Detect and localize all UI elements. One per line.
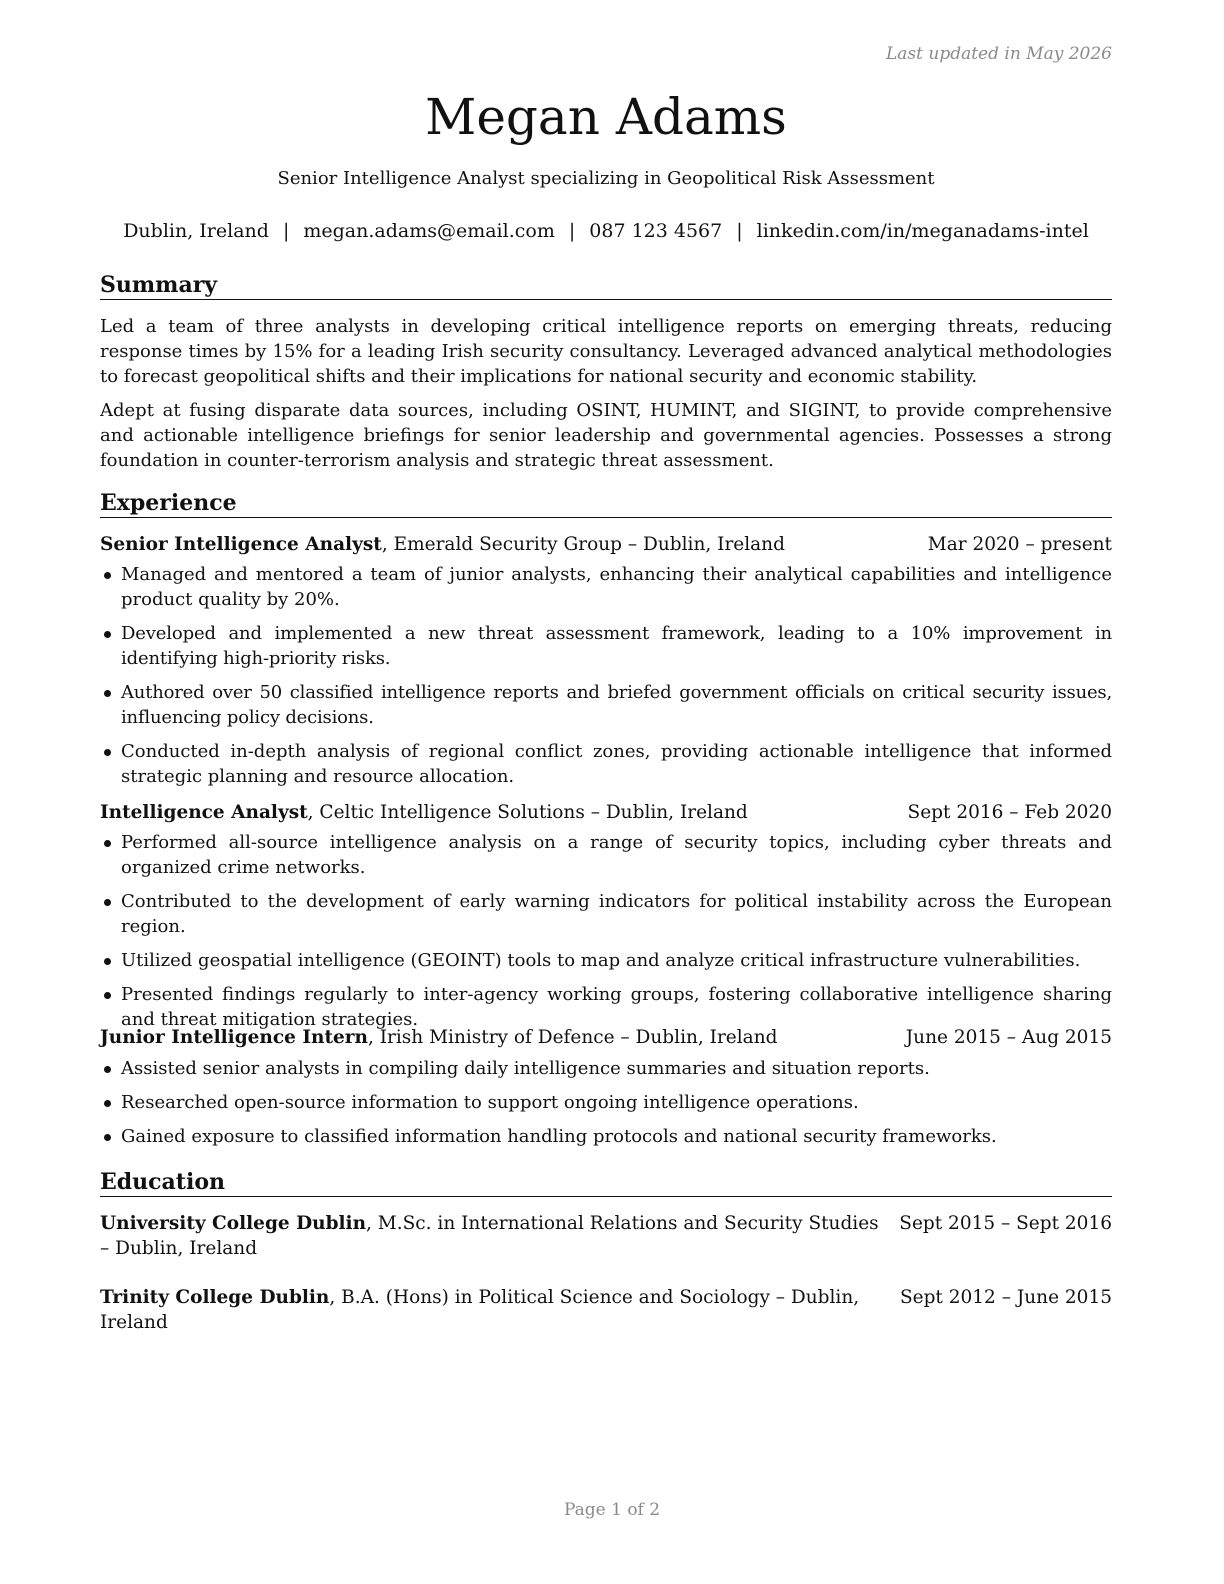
list-item: Presented findings regularly to inter-agency working groups, fostering collaborative intelligence sharing and threat mitigation strategies. [100,982,1112,1032]
job-dates: June 2015 – Aug 2015 [905,1027,1112,1048]
education-school: University College Dublin [100,1213,367,1234]
contact-separator: | [282,220,290,242]
contact-location: Dublin, Ireland [123,220,269,242]
list-item: Researched open-source information to support ongoing intelligence operations. [100,1090,1112,1115]
list-item: Conducted in-depth analysis of regional conflict zones, providing actionable intelligence that informed strategic planning and resource allocation. [100,739,1112,789]
contact-phone[interactable]: 087 123 4567 [589,220,723,242]
list-item: Authored over 50 classified intelligence reports and briefed government officials on critical security issues, influencing policy decisions. [100,680,1112,730]
contact-separator: | [736,220,743,242]
job-dates: Mar 2020 – present [927,534,1112,555]
section-heading-education: Education [100,1168,1112,1197]
job-header [100,801,1112,825]
contact-email[interactable]: megan.adams@email.com [303,220,555,242]
education-school: Trinity College Dublin [100,1287,330,1308]
education-entry [100,1285,1112,1335]
job-header [100,533,1112,557]
job-employer: , Irish Ministry of Defence – Dublin, Ireland [367,1027,778,1048]
education-dates: Sept 2015 – Sept 2016 [899,1213,1112,1234]
summary-paragraph: Led a team of three analysts in developing critical intelligence reports on emerging threats, reducing response times by 15% for a leading Irish security consultancy. Leveraged advanced analytical methodologies to forecast geopolitical shifts and their implications for national security and economic stability. [100,316,1112,387]
education-details [100,1285,900,1335]
job-title: Intelligence Analyst [100,802,308,823]
job-title: Junior Intelligence Intern [100,1027,368,1048]
education-dates: Sept 2012 – June 2015 [899,1287,1112,1308]
job-dates: Sept 2016 – Feb 2020 [907,802,1112,823]
last-updated-note: Last updated in May 2026 [885,44,1112,64]
education-details [100,1211,890,1261]
candidate-name: Megan Adams [425,88,787,146]
list-item: Contributed to the development of early warning indicators for political instability across the European region. [100,889,1112,939]
contact-line [100,219,1112,243]
section-heading-experience: Experience [100,489,1112,518]
contact-linkedin[interactable]: linkedin.com/in/meganadams-intel [756,220,1089,242]
job-header [100,1026,1112,1050]
job-title: Senior Intelligence Analyst [100,534,382,555]
education-entry [100,1211,1112,1261]
list-item: Performed all-source intelligence analysis on a range of security topics, including cyber threats and organized crime networks. [100,830,1112,880]
contact-separator: | [568,220,576,242]
job-employer: , Emerald Security Group – Dublin, Ireland [381,534,785,555]
list-item: Gained exposure to classified information handling protocols and national security frameworks. [100,1124,1112,1149]
section-heading-summary: Summary [100,271,1112,300]
job-bullets [100,1056,1112,1158]
list-item: Developed and implemented a new threat assessment framework, leading to a 10% improvement in identifying high-priority risks. [100,621,1112,671]
page-number: Page 1 of 2 [563,1500,661,1520]
list-item: Assisted senior analysts in compiling daily intelligence summaries and situation reports. [100,1056,1112,1081]
job-bullets [100,562,1112,798]
job-bullets [100,830,1112,1041]
education-degree: , B.A. (Hons) in Political Science and Sociology – Dublin, Ireland [100,1287,860,1333]
candidate-tagline: Senior Intelligence Analyst specializing in Geopolitical Risk Assessment [277,168,935,189]
list-item: Managed and mentored a team of junior analysts, enhancing their analytical capabilities and intelligence product quality by 20%. [100,562,1112,612]
list-item: Utilized geospatial intelligence (GEOINT) tools to map and analyze critical infrastructure vulnerabilities. [100,948,1112,973]
job-employer: , Celtic Intelligence Solutions – Dublin, Ireland [307,802,748,823]
education-degree: , M.Sc. in International Relations and Security Studies – Dublin, Ireland [100,1213,879,1259]
summary-paragraph: Adept at fusing disparate data sources, including OSINT, HUMINT, and SIGINT, to provide comprehensive and actionable intelligence briefings for senior leadership and governmental agencies. Possesses a strong foundation in counter-terrorism analysis and strategic threat assessment. [100,400,1112,471]
